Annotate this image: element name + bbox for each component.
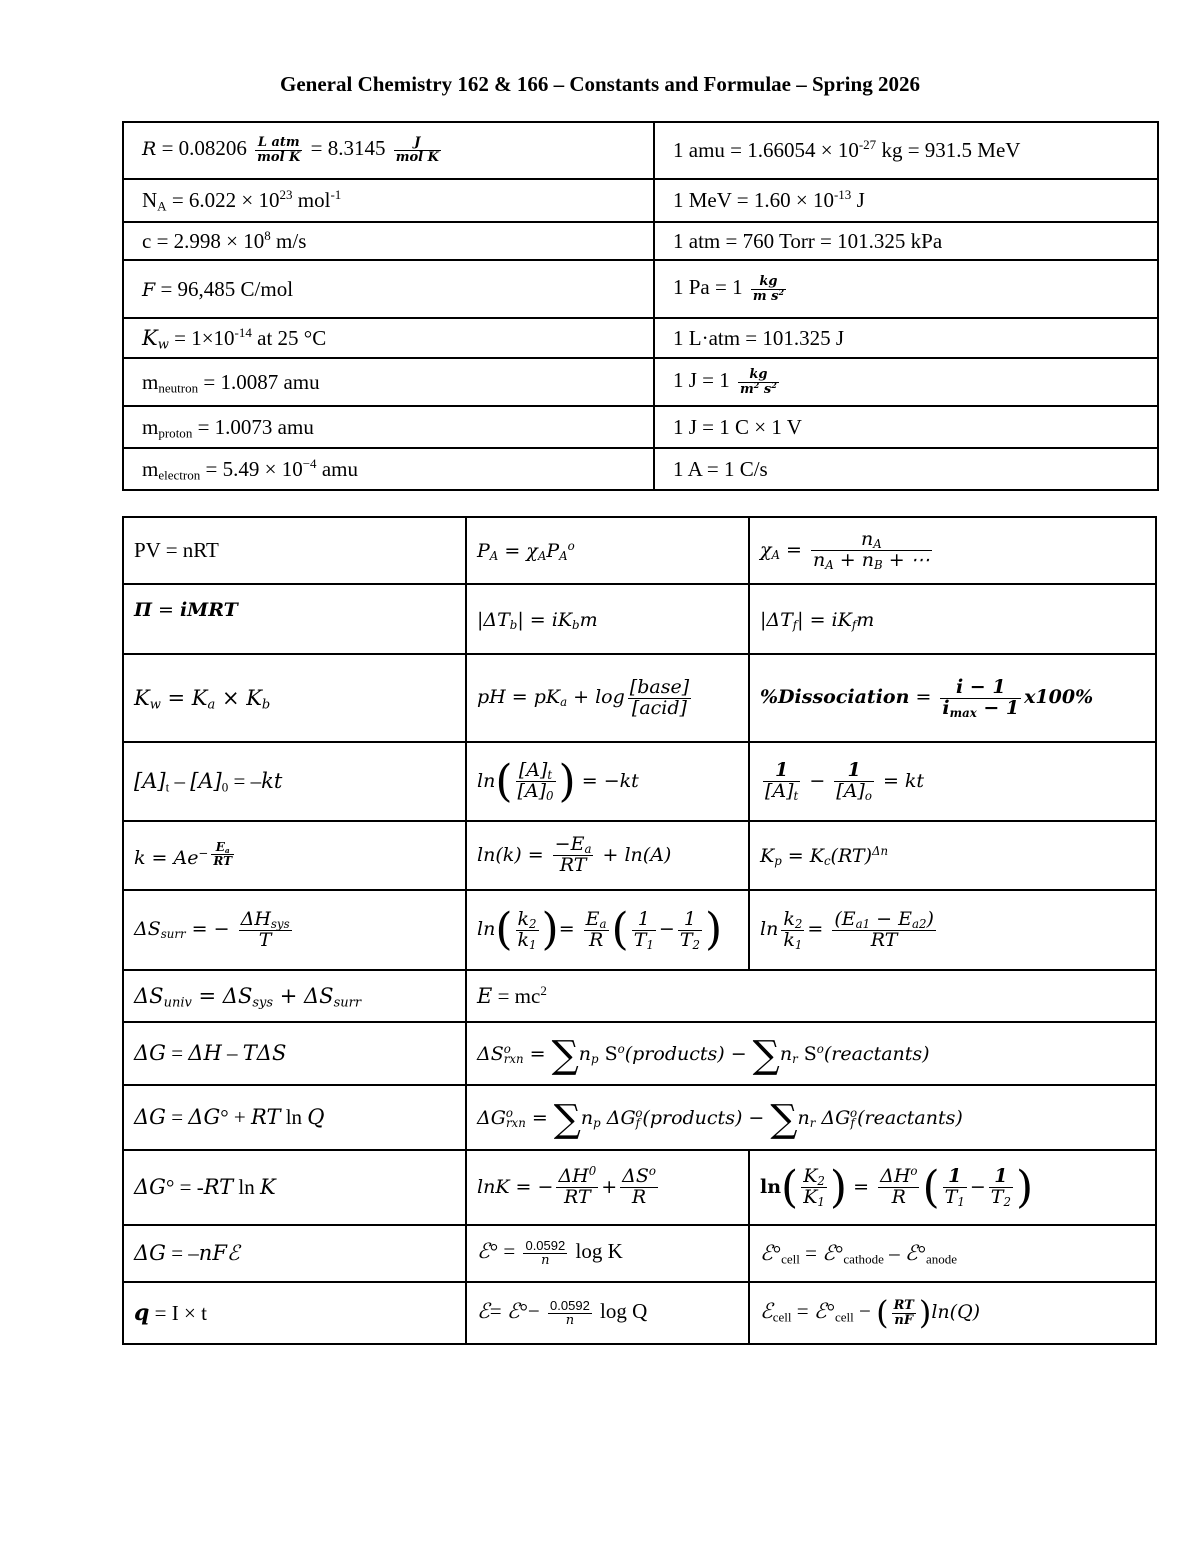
table-row — [123, 1282, 1156, 1344]
catalyst-rate-ratio: ln $\frac{k_2}{k_1}$ = $\frac{(E_{a1} - E_{a2})}{RT}$ — [749, 890, 1156, 970]
pascal-definition: 1 Pa = 1 $\frac{kg}{m s^2}$ — [654, 260, 1158, 318]
mass-energy-equivalence: $E = mc^2$ — [466, 970, 1156, 1022]
entropy-surroundings: $\Delta S_{surr}$ = − $\Delta H_{sys}$ T — [123, 890, 466, 970]
table-row — [123, 260, 1158, 318]
charge-current-time: q = I × t — [123, 1282, 466, 1344]
table-row — [123, 358, 1158, 406]
boiling-point-elevation: $|\Delta T_b| = iK_bm$ — [466, 584, 749, 654]
arrhenius-equation: $k = Ae^{- \frac{E_a}{RT}}$ — [123, 821, 466, 890]
raoults-law: $P_A = \chi_AP_A^o$ — [466, 517, 749, 584]
constants-table — [122, 121, 1159, 491]
two-point-arrhenius: ln( $\frac{k_2}{k_1}$ )= $\frac{E_a}{R}$ ( $\frac{1}{T_1}$ − $\frac{1}{T_2}$ ) — [466, 890, 749, 970]
gibbs-free-energy: ΔG = ΔH – TΔS — [123, 1022, 466, 1085]
first-order-rate-law: ln( $\frac{[A]_t}{[A]_0}$ ) = −kt — [466, 742, 749, 821]
table-row — [123, 654, 1156, 742]
joule-definition: 1 J = 1 $\frac{kg}{m^2 s^2}$ — [654, 358, 1158, 406]
atm-conversion: 1 atm = 760 Torr = 101.325 kPa — [654, 222, 1158, 260]
avogadro-number: $N_A = 6.022 \times 10^{23}$ mol$^{-1}$ — [123, 179, 654, 222]
osmotic-pressure: Π = iMRT — [123, 584, 466, 654]
percent-dissociation: %Dissociation = i − 1 $i_{max} - 1$ x100% — [749, 654, 1156, 742]
mole-fraction: $\chi_A$ = $\frac{n_A}{n_A + n_B + \cdots}$ — [749, 517, 1156, 584]
vant-hoff-two-point: ln( $\frac{K_2}{K_1}$ ) = $\Delta H^o$ R ( $\frac{1}{T_1}$ − $\frac{1}{T_2}$ ) — [749, 1150, 1156, 1225]
ampere-definition: 1 A = 1 C/s — [654, 448, 1158, 490]
table-row — [123, 1022, 1156, 1085]
table-row — [123, 222, 1158, 260]
water-constant: $K_w = 1\times 10^{-14}$ at 25 °C — [123, 318, 654, 358]
formula-table — [122, 516, 1157, 1345]
latm-conversion: 1 L·atm = 101.325 J — [654, 318, 1158, 358]
table-row — [123, 970, 1156, 1022]
amu-conversion: 1 amu = $1.66054 \times 10^{-27}$ kg = 931.5 MeV — [654, 122, 1158, 179]
gibbs-cell-potential: ΔG = –nFℰ — [123, 1225, 466, 1282]
proton-mass: $m_{proton} = 1.0073$ amu — [123, 406, 654, 448]
standard-gibbs-reaction: $\Delta G^o_{rxn} = \sum n_p$ $\Delta G_f^o(products) - \sum n_r$ $\Delta G_f^o(reactants)$ — [466, 1085, 1156, 1150]
freezing-point-depression: $|\Delta T_f| = iK_fm$ — [749, 584, 1156, 654]
gas-constant: R = 0.08206 L atm mol K = 8.3145 J mol K — [123, 122, 654, 179]
table-row — [123, 122, 1158, 179]
vant-hoff-linear: lnK = − $\frac{\Delta H^0}{RT}$ + $\Delta S^o$ R — [466, 1150, 749, 1225]
nernst-cell-potential: ℰ$_{cell}$ = $ℰ^\circ_{cell}$ − ( $\frac{RT}{nF}$ )ln(Q) — [749, 1282, 1156, 1344]
table-row — [123, 584, 1156, 654]
table-row — [123, 890, 1156, 970]
henderson-hasselbalch: pH = $pK_a + \log$ [base] [acid] — [466, 654, 749, 742]
joule-electric: 1 J = 1 C × 1 V — [654, 406, 1158, 448]
table-row — [123, 1225, 1156, 1282]
water-ion-product: $K_w = K_a \times K_b$ — [123, 654, 466, 742]
table-row — [123, 1150, 1156, 1225]
gibbs-equilibrium: ΔG° = -RT ln K — [123, 1150, 466, 1225]
standard-entropy-reaction: $\Delta S^o_{rxn} = \sum n_p$ $S^o(products) - \sum n_r$ $S^o(reactants)$ — [466, 1022, 1156, 1085]
table-row — [123, 318, 1158, 358]
ideal-gas-law: PV = nRT — [123, 517, 466, 584]
table-row — [123, 406, 1158, 448]
table-row — [123, 517, 1156, 584]
table-row — [123, 1085, 1156, 1150]
mev-conversion: 1 MeV = $1.60 \times 10^{-13}$ J — [654, 179, 1158, 222]
second-order-rate-law: $\frac{1}{[A]_t}$ − $\frac{1}{[A]_o}$ = kt — [749, 742, 1156, 821]
electron-mass: $m_{electron} = 5.49 \times 10^{-4}$ amu — [123, 448, 654, 490]
table-row — [123, 179, 1158, 222]
zero-order-rate-law: $[A]_t - [A]_0 = -kt$ — [123, 742, 466, 821]
kp-kc-relation: $K_p = K_c(RT)^{\Delta n}$ — [749, 821, 1156, 890]
gibbs-reaction-quotient: ΔG = ΔG° + RT ln Q — [123, 1085, 466, 1150]
page-title: General Chemistry 162 & 166 – Constants and Formulae – Spring 2026 — [280, 72, 920, 96]
entropy-universe: $\Delta S_{univ} = \Delta S_{sys} + \Delta S_{surr}$ — [123, 970, 466, 1022]
standard-potential-equilibrium: ℰ° = $\frac{0.0592}{n}$ log K — [466, 1225, 749, 1282]
nernst-equation: ℰ= ℰ°− $\frac{0.0592}{n}$ log Q — [466, 1282, 749, 1344]
table-row — [123, 448, 1158, 490]
table-row — [123, 742, 1156, 821]
faraday-constant: F = 96,485 C/mol — [123, 260, 654, 318]
table-row — [123, 821, 1156, 890]
arrhenius-log-form: ln(k) = $\frac{-E_a}{RT}$ + ln(A) — [466, 821, 749, 890]
neutron-mass: $m_{neutron} = 1.0087$ amu — [123, 358, 654, 406]
speed-of-light: $c = 2.998 \times 10^8$ m/s — [123, 222, 654, 260]
standard-cell-potential: $ℰ^\circ_{cell}$ = $ℰ^\circ_{cathode}$ – $ℰ^\circ_{anode}$ — [749, 1225, 1156, 1282]
